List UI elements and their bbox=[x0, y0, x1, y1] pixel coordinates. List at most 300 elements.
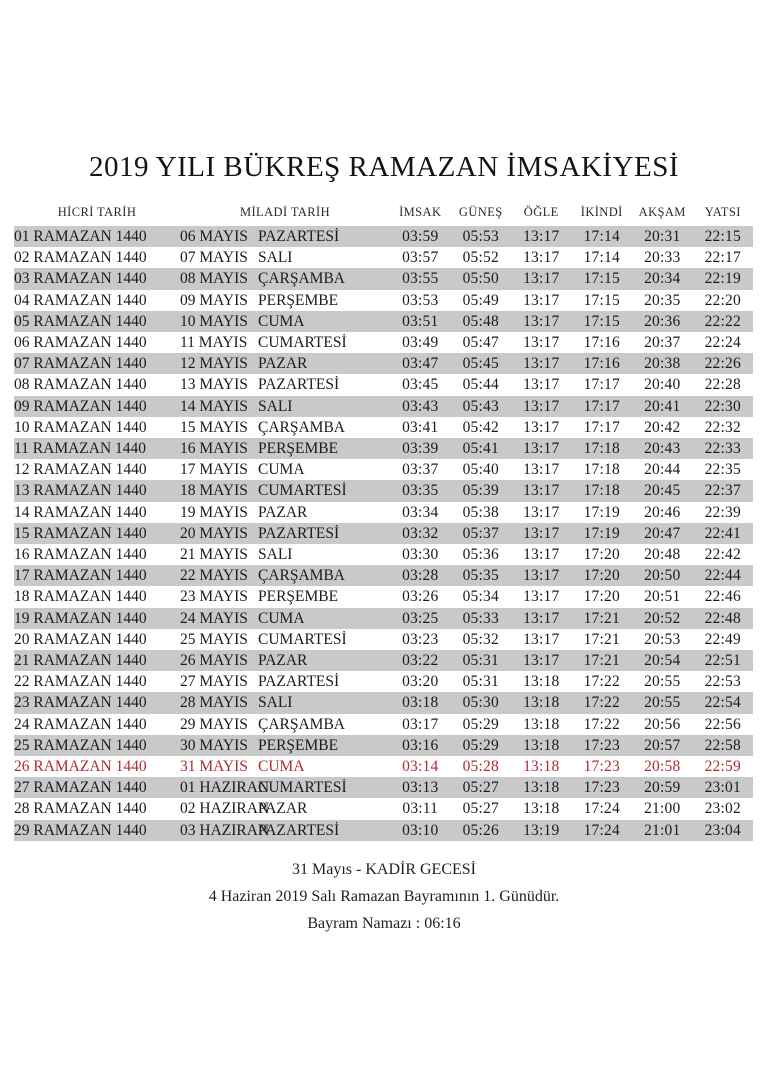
day-name: SALI bbox=[258, 249, 293, 267]
hicri-date: 13 RAMAZAN 1440 bbox=[14, 482, 147, 500]
gunes-time: 05:29 bbox=[462, 715, 499, 733]
aksam-time: 20:36 bbox=[644, 312, 681, 330]
aksam-time: 20:44 bbox=[644, 461, 681, 479]
gunes-time: 05:34 bbox=[462, 588, 499, 606]
ogle-time: 13:17 bbox=[523, 291, 560, 309]
imsak-time: 03:59 bbox=[402, 228, 439, 245]
table-row bbox=[14, 332, 753, 353]
miladi-date: 16 MAYIS bbox=[180, 440, 248, 458]
yatsi-time: 22:28 bbox=[704, 376, 741, 394]
table-row bbox=[14, 692, 753, 713]
ikindi-time: 17:17 bbox=[583, 397, 620, 415]
miladi-date: 09 MAYIS bbox=[180, 291, 248, 309]
imsak-time: 03:49 bbox=[402, 334, 439, 352]
ogle-time: 13:19 bbox=[523, 821, 560, 839]
miladi-date: 14 MAYIS bbox=[180, 397, 248, 415]
table-row bbox=[14, 586, 753, 607]
table-row bbox=[14, 396, 753, 417]
miladi-date: 13 MAYIS bbox=[180, 376, 248, 394]
day-name: CUMARTESİ bbox=[258, 779, 347, 797]
aksam-time: 20:33 bbox=[644, 249, 681, 267]
hicri-date: 27 RAMAZAN 1440 bbox=[14, 779, 147, 797]
miladi-date: 28 MAYIS bbox=[180, 694, 248, 712]
ogle-time: 13:17 bbox=[523, 418, 560, 436]
day-name: CUMA bbox=[258, 461, 305, 479]
hicri-date: 03 RAMAZAN 1440 bbox=[14, 270, 147, 288]
ogle-time: 13:17 bbox=[523, 652, 560, 670]
day-name: ÇARŞAMBA bbox=[258, 567, 345, 585]
gunes-time: 05:43 bbox=[462, 397, 499, 415]
header-yatsi: YATSI bbox=[704, 204, 741, 219]
gunes-time: 05:52 bbox=[462, 249, 499, 267]
yatsi-time: 22:20 bbox=[704, 291, 741, 309]
ikindi-time: 17:18 bbox=[583, 461, 620, 479]
day-name: SALI bbox=[258, 397, 293, 415]
ikindi-time: 17:16 bbox=[583, 334, 620, 352]
hicri-date: 29 RAMAZAN 1440 bbox=[14, 821, 147, 839]
aksam-time: 20:57 bbox=[644, 736, 681, 754]
miladi-date: 20 MAYIS bbox=[180, 524, 248, 542]
table-row bbox=[14, 756, 753, 777]
header-gunes: GÜNEŞ bbox=[458, 204, 503, 219]
day-name: PERŞEMBE bbox=[258, 291, 339, 309]
ogle-time: 13:17 bbox=[523, 567, 560, 585]
ikindi-time: 17:17 bbox=[583, 376, 620, 394]
ogle-time: 13:18 bbox=[523, 779, 560, 797]
aksam-time: 20:56 bbox=[644, 715, 681, 733]
miladi-date: 29 MAYIS bbox=[180, 715, 248, 733]
header-imsak: İMSAK bbox=[399, 204, 442, 219]
imsak-time: 03:17 bbox=[402, 715, 439, 733]
miladi-date: 11 MAYIS bbox=[180, 334, 248, 352]
gunes-time: 05:40 bbox=[462, 461, 499, 479]
gunes-time: 05:31 bbox=[462, 673, 499, 691]
ogle-time: 13:17 bbox=[523, 376, 560, 394]
table-row bbox=[14, 523, 753, 544]
aksam-time: 20:59 bbox=[644, 779, 681, 797]
day-name: CUMARTESİ bbox=[258, 334, 347, 352]
gunes-time: 05:39 bbox=[462, 482, 499, 500]
yatsi-time: 22:58 bbox=[704, 736, 741, 754]
day-name: CUMA bbox=[258, 758, 305, 776]
ikindi-time: 17:21 bbox=[583, 609, 620, 627]
hicri-date: 23 RAMAZAN 1440 bbox=[14, 694, 147, 712]
hicri-date: 21 RAMAZAN 1440 bbox=[14, 652, 147, 670]
ogle-time: 13:17 bbox=[523, 461, 560, 479]
miladi-date: 01 HAZIRAN bbox=[180, 779, 270, 797]
ogle-time: 13:18 bbox=[523, 715, 560, 733]
day-name: PAZAR bbox=[258, 503, 308, 521]
day-name: PERŞEMBE bbox=[258, 588, 339, 606]
footer-notes bbox=[0, 856, 768, 937]
gunes-time: 05:38 bbox=[462, 503, 499, 521]
imsak-time: 03:45 bbox=[402, 376, 439, 394]
aksam-time: 20:55 bbox=[644, 694, 681, 712]
gunes-time: 05:49 bbox=[462, 291, 499, 309]
ogle-time: 13:17 bbox=[523, 546, 560, 564]
ikindi-time: 17:18 bbox=[583, 482, 620, 500]
table-row bbox=[14, 353, 753, 374]
prayer-times-table-container bbox=[14, 198, 753, 841]
yatsi-time: 23:01 bbox=[704, 779, 741, 797]
yatsi-time: 22:53 bbox=[704, 673, 741, 691]
table-row bbox=[14, 290, 753, 311]
miladi-date: 10 MAYIS bbox=[180, 312, 248, 330]
ogle-time: 13:17 bbox=[523, 482, 560, 500]
imsak-time: 03:43 bbox=[402, 397, 439, 415]
hicri-date: 19 RAMAZAN 1440 bbox=[14, 609, 147, 627]
ogle-time: 13:17 bbox=[523, 334, 560, 352]
table-row bbox=[14, 480, 753, 501]
gunes-time: 05:30 bbox=[462, 694, 499, 712]
aksam-time: 20:34 bbox=[644, 270, 681, 288]
table-row bbox=[14, 544, 753, 565]
imsak-time: 03:16 bbox=[402, 736, 439, 754]
yatsi-time: 22:24 bbox=[704, 334, 741, 352]
day-name: PAZARTESİ bbox=[258, 673, 340, 691]
imsak-time: 03:25 bbox=[402, 609, 439, 627]
hicri-date: 11 RAMAZAN 1440 bbox=[14, 440, 147, 458]
header-ogle: ÖĞLE bbox=[523, 204, 559, 219]
table-row bbox=[14, 671, 753, 692]
table-row bbox=[14, 226, 753, 247]
hicri-date: 18 RAMAZAN 1440 bbox=[14, 588, 147, 606]
hicri-date: 24 RAMAZAN 1440 bbox=[14, 715, 147, 733]
aksam-time: 20:47 bbox=[644, 524, 681, 542]
gunes-time: 05:44 bbox=[462, 376, 499, 394]
ikindi-time: 17:20 bbox=[583, 567, 620, 585]
ikindi-time: 17:22 bbox=[583, 715, 620, 733]
gunes-time: 05:36 bbox=[462, 546, 499, 564]
gunes-time: 05:27 bbox=[462, 800, 499, 818]
ikindi-time: 17:16 bbox=[583, 355, 620, 373]
day-name: SALI bbox=[258, 694, 293, 712]
yatsi-time: 22:30 bbox=[704, 397, 741, 415]
yatsi-time: 22:39 bbox=[704, 503, 741, 521]
aksam-time: 21:00 bbox=[644, 800, 681, 818]
yatsi-time: 22:26 bbox=[704, 355, 741, 373]
table-row bbox=[14, 820, 753, 841]
table-row bbox=[14, 311, 753, 332]
hicri-date: 06 RAMAZAN 1440 bbox=[14, 334, 147, 352]
header-aksam: AKŞAM bbox=[638, 204, 686, 219]
table-row bbox=[14, 714, 753, 735]
hicri-date: 25 RAMAZAN 1440 bbox=[14, 736, 147, 754]
imsak-time: 03:11 bbox=[402, 800, 439, 818]
yatsi-time: 22:41 bbox=[704, 524, 741, 542]
gunes-time: 05:29 bbox=[462, 736, 499, 754]
gunes-time: 05:53 bbox=[462, 228, 499, 245]
table-row bbox=[14, 459, 753, 480]
miladi-date: 27 MAYIS bbox=[180, 673, 248, 691]
day-name: ÇARŞAMBA bbox=[258, 715, 345, 733]
table-row bbox=[14, 629, 753, 650]
yatsi-time: 22:51 bbox=[704, 652, 741, 670]
aksam-time: 20:53 bbox=[644, 630, 681, 648]
imsak-time: 03:26 bbox=[402, 588, 439, 606]
header-miladi-tarih: MİLADİ TARİH bbox=[239, 204, 331, 219]
day-name: CUMA bbox=[258, 312, 305, 330]
table-row bbox=[14, 565, 753, 586]
miladi-date: 25 MAYIS bbox=[180, 630, 248, 648]
aksam-time: 20:43 bbox=[644, 440, 681, 458]
ikindi-time: 17:23 bbox=[583, 779, 620, 797]
table-row bbox=[14, 374, 753, 395]
gunes-time: 05:37 bbox=[462, 524, 499, 542]
yatsi-time: 22:17 bbox=[704, 249, 741, 267]
gunes-time: 05:27 bbox=[462, 779, 499, 797]
imsak-time: 03:53 bbox=[402, 291, 439, 309]
imsak-time: 03:57 bbox=[402, 249, 439, 267]
gunes-time: 05:26 bbox=[462, 821, 499, 839]
hicri-date: 05 RAMAZAN 1440 bbox=[14, 312, 147, 330]
ogle-time: 13:17 bbox=[523, 588, 560, 606]
ikindi-time: 17:21 bbox=[583, 630, 620, 648]
hicri-date: 02 RAMAZAN 1440 bbox=[14, 249, 147, 267]
imsak-time: 03:39 bbox=[402, 440, 439, 458]
ikindi-time: 17:22 bbox=[583, 694, 620, 712]
hicri-date: 12 RAMAZAN 1440 bbox=[14, 461, 147, 479]
yatsi-time: 23:02 bbox=[704, 800, 741, 818]
miladi-date: 03 HAZIRAN bbox=[180, 821, 270, 839]
hicri-date: 28 RAMAZAN 1440 bbox=[14, 800, 147, 818]
table-row bbox=[14, 608, 753, 629]
hicri-date: 20 RAMAZAN 1440 bbox=[14, 630, 147, 648]
aksam-time: 20:50 bbox=[644, 567, 681, 585]
yatsi-time: 22:56 bbox=[704, 715, 741, 733]
yatsi-time: 22:48 bbox=[704, 609, 741, 627]
ogle-time: 13:17 bbox=[523, 249, 560, 267]
ogle-time: 13:17 bbox=[523, 609, 560, 627]
kadir-gecesi-note: 31 Mayıs - KADİR GECESİ bbox=[292, 861, 476, 878]
hicri-date: 04 RAMAZAN 1440 bbox=[14, 291, 147, 309]
imsak-time: 03:23 bbox=[402, 630, 439, 648]
imsak-time: 03:28 bbox=[402, 567, 439, 585]
ogle-time: 13:17 bbox=[523, 440, 560, 458]
day-name: PAZAR bbox=[258, 800, 308, 818]
miladi-date: 22 MAYIS bbox=[180, 567, 248, 585]
day-name: ÇARŞAMBA bbox=[258, 418, 345, 436]
aksam-time: 20:35 bbox=[644, 291, 681, 309]
ikindi-time: 17:14 bbox=[583, 249, 620, 267]
imsak-time: 03:51 bbox=[402, 312, 439, 330]
ikindi-time: 17:19 bbox=[583, 524, 620, 542]
miladi-date: 08 MAYIS bbox=[180, 270, 248, 288]
ikindi-time: 17:24 bbox=[583, 821, 620, 839]
hicri-date: 26 RAMAZAN 1440 bbox=[14, 758, 147, 776]
day-name: PAZAR bbox=[258, 652, 308, 670]
miladi-date: 31 MAYIS bbox=[180, 758, 248, 776]
yatsi-time: 22:33 bbox=[704, 440, 741, 458]
table-row bbox=[14, 650, 753, 671]
yatsi-time: 22:22 bbox=[704, 312, 741, 330]
gunes-time: 05:50 bbox=[462, 270, 499, 288]
ogle-time: 13:18 bbox=[523, 694, 560, 712]
aksam-time: 20:48 bbox=[644, 546, 681, 564]
page-title: 2019 YILI BÜKREŞ RAMAZAN İMSAKİYESİ bbox=[89, 151, 679, 183]
imsak-time: 03:18 bbox=[402, 694, 439, 712]
table-row bbox=[14, 502, 753, 523]
header-hicri-tarih: HİCRİ TARİH bbox=[57, 204, 137, 219]
ogle-time: 13:18 bbox=[523, 736, 560, 754]
ogle-time: 13:17 bbox=[523, 630, 560, 648]
ikindi-time: 17:23 bbox=[583, 758, 620, 776]
imsak-time: 03:10 bbox=[402, 821, 439, 839]
imsak-time: 03:22 bbox=[402, 652, 439, 670]
day-name: PAZARTESİ bbox=[258, 228, 340, 245]
miladi-date: 23 MAYIS bbox=[180, 588, 248, 606]
imsak-time: 03:41 bbox=[402, 418, 439, 436]
ikindi-time: 17:21 bbox=[583, 652, 620, 670]
day-name: PERŞEMBE bbox=[258, 440, 339, 458]
day-name: CUMARTESİ bbox=[258, 482, 347, 500]
yatsi-time: 22:46 bbox=[704, 588, 741, 606]
miladi-date: 06 MAYIS bbox=[180, 228, 248, 245]
hicri-date: 01 RAMAZAN 1440 bbox=[14, 228, 147, 245]
imsak-time: 03:37 bbox=[402, 461, 439, 479]
imsak-time: 03:32 bbox=[402, 524, 439, 542]
yatsi-time: 22:59 bbox=[704, 758, 741, 776]
table-row bbox=[14, 777, 753, 798]
ikindi-time: 17:18 bbox=[583, 440, 620, 458]
miladi-date: 02 HAZIRAN bbox=[180, 800, 270, 818]
imsak-time: 03:13 bbox=[402, 779, 439, 797]
ogle-time: 13:17 bbox=[523, 397, 560, 415]
hicri-date: 07 RAMAZAN 1440 bbox=[14, 355, 147, 373]
ogle-time: 13:17 bbox=[523, 312, 560, 330]
aksam-time: 20:42 bbox=[644, 418, 681, 436]
ikindi-time: 17:22 bbox=[583, 673, 620, 691]
aksam-time: 21:01 bbox=[644, 821, 681, 839]
hicri-date: 09 RAMAZAN 1440 bbox=[14, 397, 147, 415]
hicri-date: 08 RAMAZAN 1440 bbox=[14, 376, 147, 394]
yatsi-time: 22:49 bbox=[704, 630, 741, 648]
yatsi-time: 22:44 bbox=[704, 567, 741, 585]
aksam-time: 20:58 bbox=[644, 758, 681, 776]
ogle-time: 13:17 bbox=[523, 524, 560, 542]
day-name: PAZARTESİ bbox=[258, 524, 340, 542]
imsak-time: 03:55 bbox=[402, 270, 439, 288]
ikindi-time: 17:19 bbox=[583, 503, 620, 521]
day-name: PAZAR bbox=[258, 355, 308, 373]
ikindi-time: 17:14 bbox=[583, 228, 620, 245]
day-name: PAZARTESİ bbox=[258, 821, 340, 839]
miladi-date: 30 MAYIS bbox=[180, 736, 248, 754]
day-name: CUMARTESİ bbox=[258, 630, 347, 648]
gunes-time: 05:48 bbox=[462, 312, 499, 330]
aksam-time: 20:51 bbox=[644, 588, 681, 606]
ikindi-time: 17:23 bbox=[583, 736, 620, 754]
table-row bbox=[14, 735, 753, 756]
hicri-date: 10 RAMAZAN 1440 bbox=[14, 418, 147, 436]
yatsi-time: 22:54 bbox=[704, 694, 741, 712]
yatsi-time: 22:42 bbox=[704, 546, 741, 564]
hicri-date: 17 RAMAZAN 1440 bbox=[14, 567, 147, 585]
aksam-time: 20:38 bbox=[644, 355, 681, 373]
table-header-row bbox=[14, 198, 753, 226]
ogle-time: 13:18 bbox=[523, 800, 560, 818]
bayram-prayer-time-note: Bayram Namazı : 06:16 bbox=[307, 915, 461, 932]
ikindi-time: 17:15 bbox=[583, 291, 620, 309]
ikindi-time: 17:20 bbox=[583, 588, 620, 606]
hicri-date: 22 RAMAZAN 1440 bbox=[14, 673, 147, 691]
yatsi-time: 22:37 bbox=[704, 482, 741, 500]
miladi-date: 18 MAYIS bbox=[180, 482, 248, 500]
imsak-time: 03:14 bbox=[402, 758, 439, 776]
miladi-date: 12 MAYIS bbox=[180, 355, 248, 373]
table-row bbox=[14, 438, 753, 459]
gunes-time: 05:41 bbox=[462, 440, 499, 458]
ikindi-time: 17:24 bbox=[583, 800, 620, 818]
gunes-time: 05:32 bbox=[462, 630, 499, 648]
aksam-time: 20:37 bbox=[644, 334, 681, 352]
yatsi-time: 23:04 bbox=[704, 821, 741, 839]
yatsi-time: 22:15 bbox=[704, 228, 741, 245]
gunes-time: 05:31 bbox=[462, 652, 499, 670]
day-name: SALI bbox=[258, 546, 293, 564]
table-row bbox=[14, 417, 753, 438]
miladi-date: 19 MAYIS bbox=[180, 503, 248, 521]
header-ikindi: İKİNDİ bbox=[580, 204, 623, 219]
aksam-time: 20:52 bbox=[644, 609, 681, 627]
yatsi-time: 22:35 bbox=[704, 461, 741, 479]
day-name: CUMA bbox=[258, 609, 305, 627]
imsak-time: 03:34 bbox=[402, 503, 439, 521]
aksam-time: 20:45 bbox=[644, 482, 681, 500]
ogle-time: 13:17 bbox=[523, 355, 560, 373]
imsak-time: 03:35 bbox=[402, 482, 439, 500]
gunes-time: 05:42 bbox=[462, 418, 499, 436]
aksam-time: 20:31 bbox=[644, 228, 681, 245]
ikindi-time: 17:15 bbox=[583, 312, 620, 330]
miladi-date: 17 MAYIS bbox=[180, 461, 248, 479]
gunes-time: 05:45 bbox=[462, 355, 499, 373]
bayram-first-day-note: 4 Haziran 2019 Salı Ramazan Bayramının 1. Günüdür. bbox=[208, 888, 560, 905]
miladi-date: 26 MAYIS bbox=[180, 652, 248, 670]
miladi-date: 07 MAYIS bbox=[180, 249, 248, 267]
imsak-time: 03:30 bbox=[402, 546, 439, 564]
miladi-date: 15 MAYIS bbox=[180, 418, 248, 436]
aksam-time: 20:41 bbox=[644, 397, 681, 415]
day-name: ÇARŞAMBA bbox=[258, 270, 345, 288]
ikindi-time: 17:15 bbox=[583, 270, 620, 288]
aksam-time: 20:46 bbox=[644, 503, 681, 521]
aksam-time: 20:55 bbox=[644, 673, 681, 691]
prayer-times-table bbox=[14, 198, 753, 841]
table-row bbox=[14, 247, 753, 268]
gunes-time: 05:47 bbox=[462, 334, 499, 352]
table-row bbox=[14, 798, 753, 819]
gunes-time: 05:33 bbox=[462, 609, 499, 627]
table-row bbox=[14, 268, 753, 289]
imsak-time: 03:20 bbox=[402, 673, 439, 691]
hicri-date: 16 RAMAZAN 1440 bbox=[14, 546, 147, 564]
ogle-time: 13:18 bbox=[523, 673, 560, 691]
day-name: PAZARTESİ bbox=[258, 376, 340, 394]
gunes-time: 05:35 bbox=[462, 567, 499, 585]
miladi-date: 21 MAYIS bbox=[180, 546, 248, 564]
aksam-time: 20:54 bbox=[644, 652, 681, 670]
ogle-time: 13:17 bbox=[523, 228, 560, 245]
hicri-date: 15 RAMAZAN 1440 bbox=[14, 524, 147, 542]
yatsi-time: 22:32 bbox=[704, 418, 741, 436]
aksam-time: 20:40 bbox=[644, 376, 681, 394]
ogle-time: 13:18 bbox=[523, 758, 560, 776]
hicri-date: 14 RAMAZAN 1440 bbox=[14, 503, 147, 521]
yatsi-time: 22:19 bbox=[704, 270, 741, 288]
gunes-time: 05:28 bbox=[462, 758, 499, 776]
imsak-time: 03:47 bbox=[402, 355, 439, 373]
